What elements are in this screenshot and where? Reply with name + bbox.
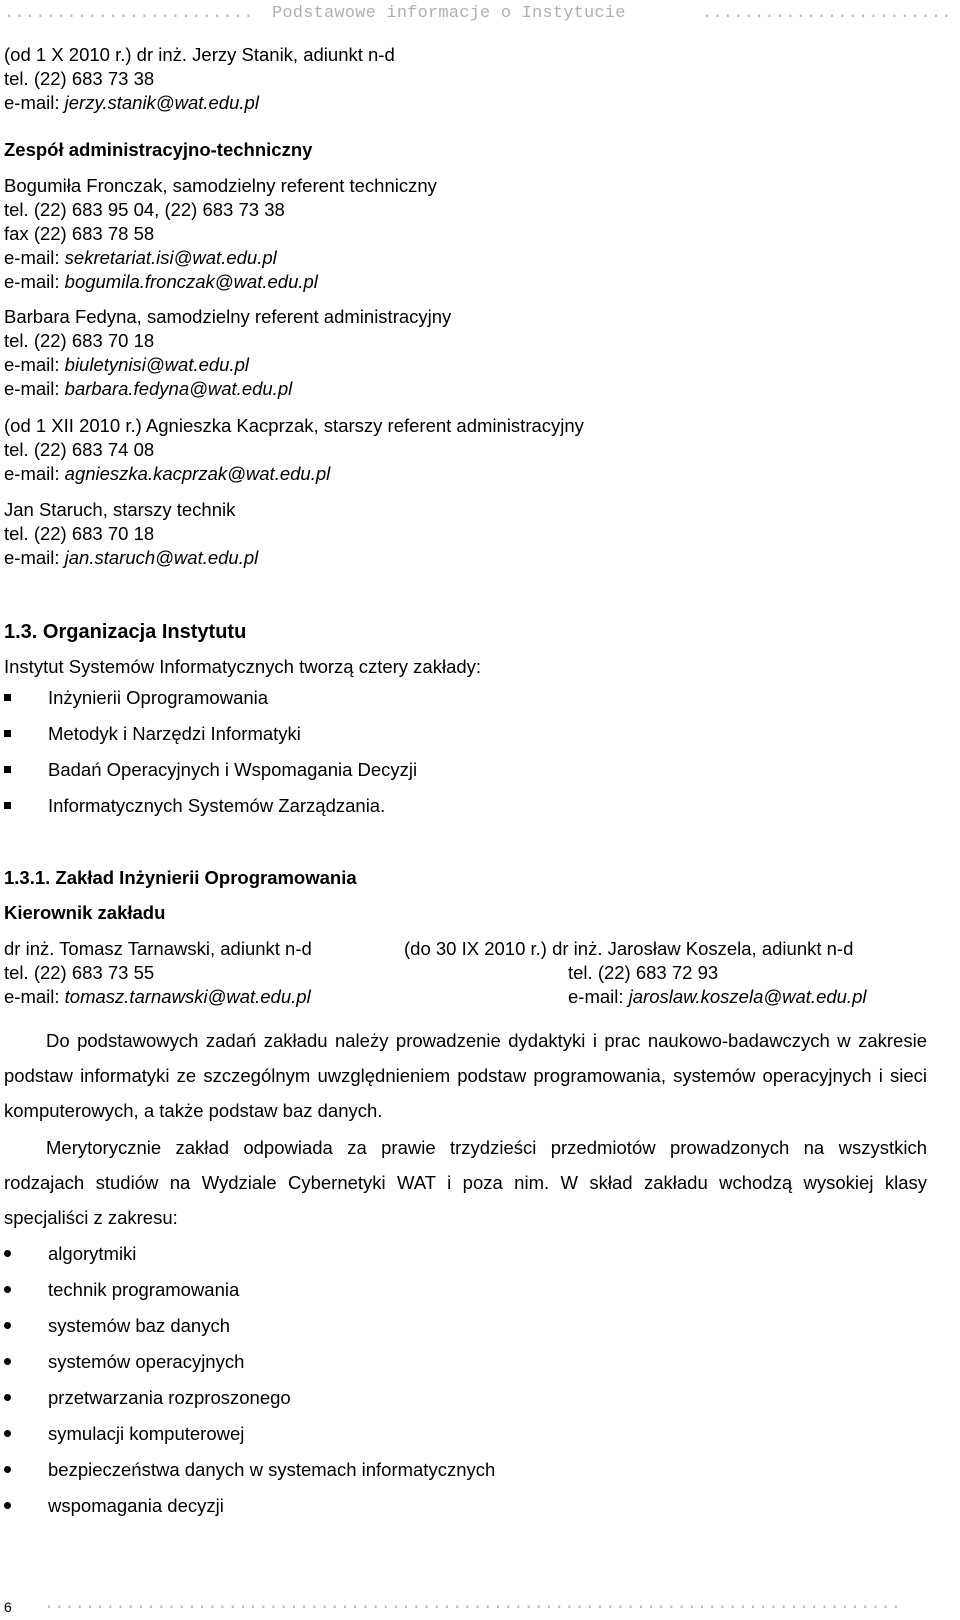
square-bullet-icon [4,766,11,773]
header-title: Podstawowe informacje o Instytucie [272,4,626,23]
admin-team-heading-text: Zespół administracyjno-techniczny [4,139,313,160]
list-item [4,716,417,752]
contact-name-line: (do 30 IX 2010 r.) dr inż. Jarosław Koszela, adiunkt n-d [404,938,854,959]
contact-email-line [4,353,451,377]
round-bullet-icon [4,1466,11,1473]
email-prefix: e-mail: [568,986,629,1007]
list-item [4,1344,495,1380]
contact-tel: tel. (22) 683 73 38 [4,68,155,89]
email-address: jaroslaw.koszela@wat.edu.pl [628,986,867,1007]
list-item-text: Badań Operacyjnych i Wspomagania Decyzji [48,759,418,780]
email-address: jerzy.stanik@wat.edu.pl [64,92,259,113]
email-address: agnieszka.kacprzak@wat.edu.pl [64,463,331,484]
section-13-heading [4,620,246,644]
email-prefix: e-mail: [4,354,65,375]
head-previous [404,937,866,1009]
section-13-intro-text: Instytut Systemów Informatycznych tworzą cztery zakłady: [4,656,482,677]
round-bullet-icon [4,1394,11,1401]
email-prefix: e-mail: [4,378,65,399]
section-131-subheading-text: Kierownik zakładu [4,902,166,923]
header-dots-left: ........................ [4,4,254,23]
section-13-heading-text: 1.3. Organizacja Instytutu [4,621,247,643]
contact-email-line [4,270,437,294]
list-item [4,1452,495,1488]
section-13-intro [4,655,481,679]
email-prefix: e-mail: [4,271,65,292]
contact-stanik [4,43,395,115]
email-prefix: e-mail: [4,547,65,568]
email-prefix: e-mail: [4,247,65,268]
contact-tel: tel. (22) 683 73 55 [4,962,155,983]
paragraph: Merytorycznie zakład odpowiada za prawie trzydzieści przedmiotów prowadzonych na wszystkich rodzajach studiów na Wydziale Cybernetyki WAT i poza nim. W skład zakładu wchodzą wysokiej klasy specjaliści z zakresu: [4,1137,927,1228]
section-131-heading-text: 1.3.1. Zakład Inżynierii Oprogramowania [4,867,357,888]
contact-tel: tel. (22) 683 70 18 [4,523,155,544]
contact-fedyna [4,305,451,401]
email-address: tomasz.tarnawski@wat.edu.pl [64,986,311,1007]
contact-fronczak [4,174,437,294]
contact-kacprzak [4,414,584,486]
contact-email-line [4,462,584,486]
round-bullet-icon [4,1322,11,1329]
list-item [4,1488,495,1524]
list-item-text: systemów operacyjnych [48,1351,245,1372]
list-item [4,1272,495,1308]
contact-name-line: Bogumiła Fronczak, samodzielny referent techniczny [4,175,437,196]
list-item [4,752,417,788]
round-bullet-icon [4,1502,11,1509]
list-item [4,1380,495,1416]
head-current [4,937,312,1009]
contact-tel: tel. (22) 683 72 93 [568,962,719,983]
email-address: sekretariat.isi@wat.edu.pl [64,247,277,268]
department-list [4,680,417,824]
contact-email-line [4,985,312,1009]
footer-dots: .................................................................................... [44,1595,901,1614]
paragraph: Do podstawowych zadań zakładu należy prowadzenie dydaktyki i prac naukowo-badawczych w zakresie podstaw informatyki ze szczególnym uwzględnieniem podstaw programowania, systemów operacyjnych i sieci komputerowych, a także podstaw baz danych. [4,1030,927,1121]
list-item-text: technik programowania [48,1279,240,1300]
header-dots-right: ........................ [702,4,952,23]
round-bullet-icon [4,1250,11,1257]
email-prefix: e-mail: [4,986,65,1007]
list-item-text: przetwarzania rozproszonego [48,1387,291,1408]
list-item [4,1236,495,1272]
list-item-text: wspomagania decyzji [48,1495,224,1516]
contact-name-line: dr inż. Tomasz Tarnawski, adiunkt n-d [4,938,312,959]
list-item-text: symulacji komputerowej [48,1423,245,1444]
contact-tel: tel. (22) 683 95 04, (22) 683 73 38 [4,199,285,220]
list-item-text: bezpieczeństwa danych w systemach informatycznych [48,1459,496,1480]
email-prefix: e-mail: [4,463,65,484]
running-header [0,0,960,28]
specialties-list [4,1236,495,1524]
contact-name-line: (od 1 XII 2010 r.) Agnieszka Kacprzak, starszy referent administracyjny [4,415,584,436]
admin-team-heading [4,138,312,162]
list-item-text: algorytmiki [48,1243,137,1264]
section-131-heading [4,866,357,890]
list-item-text: systemów baz danych [48,1315,231,1336]
contact-staruch [4,498,258,570]
email-prefix: e-mail: [4,92,65,113]
section-131-subheading [4,901,165,925]
list-item [4,1308,495,1344]
contact-tel: tel. (22) 683 74 08 [4,439,155,460]
list-item [4,680,417,716]
running-footer [0,1595,960,1620]
square-bullet-icon [4,694,11,701]
list-item-text: Informatycznych Systemów Zarządzania. [48,795,386,816]
round-bullet-icon [4,1358,11,1365]
email-address: barbara.fedyna@wat.edu.pl [64,378,293,399]
contact-name-line: (od 1 X 2010 r.) dr inż. Jerzy Stanik, adiunkt n-d [4,44,395,65]
contact-email-line [4,377,451,401]
square-bullet-icon [4,802,11,809]
contact-email-line [404,985,866,1009]
page-number: 6 [4,1599,12,1615]
round-bullet-icon [4,1286,11,1293]
list-item [4,788,417,824]
contact-name-line: Jan Staruch, starszy technik [4,499,236,520]
contact-fax: fax (22) 683 78 58 [4,223,155,244]
round-bullet-icon [4,1430,11,1437]
square-bullet-icon [4,730,11,737]
contact-email-line [4,246,437,270]
email-address: bogumila.fronczak@wat.edu.pl [64,271,318,292]
email-address: jan.staruch@wat.edu.pl [64,547,259,568]
list-item-text: Metodyk i Narzędzi Informatyki [48,723,301,744]
list-item-text: Inżynierii Oprogramowania [48,687,269,708]
contact-name-line: Barbara Fedyna, samodzielny referent administracyjny [4,306,452,327]
contact-email-line [4,546,258,570]
contact-email-line [4,91,395,115]
contact-tel: tel. (22) 683 70 18 [4,330,155,351]
list-item [4,1416,495,1452]
email-address: biuletynisi@wat.edu.pl [64,354,250,375]
